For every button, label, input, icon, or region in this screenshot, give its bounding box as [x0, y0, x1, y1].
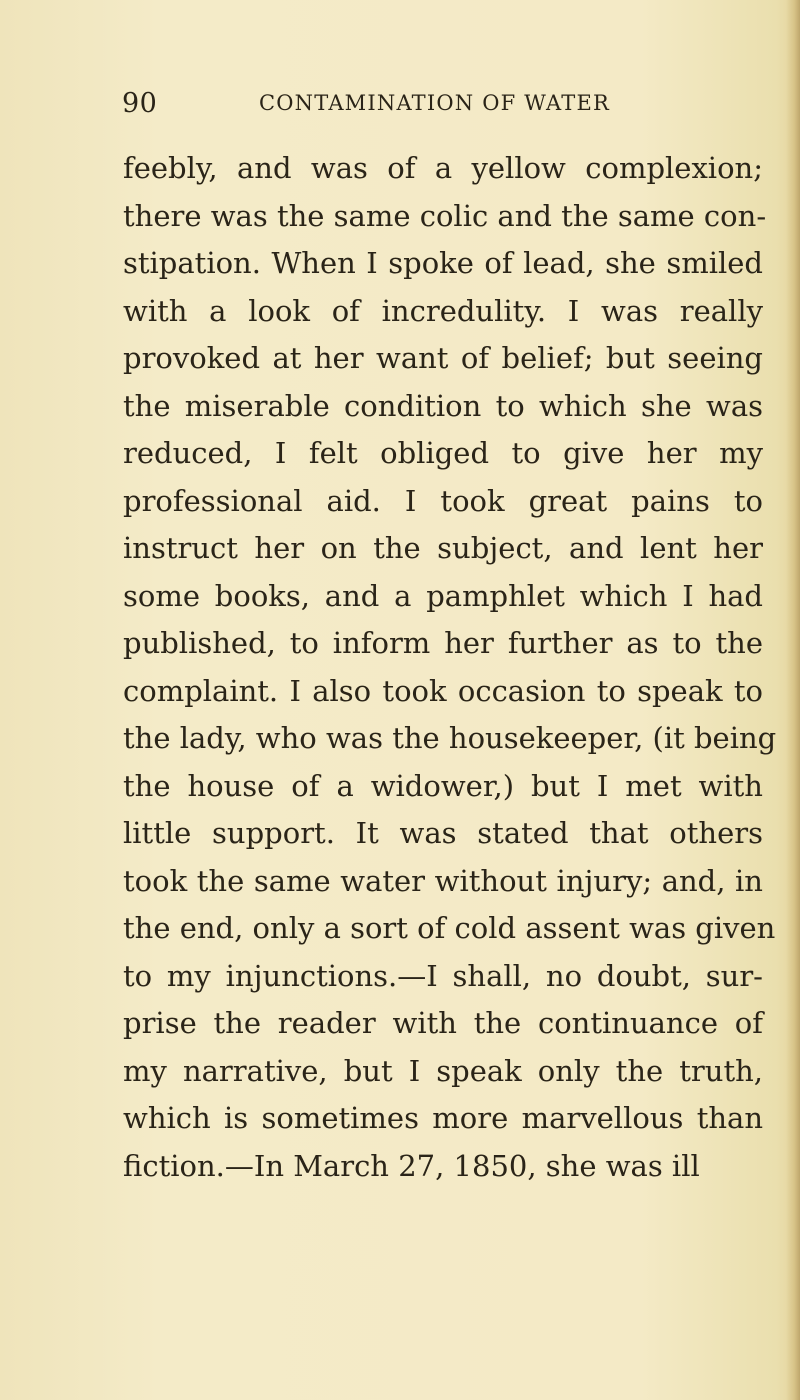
text-line: stipation. When I spoke of lead, she smiled — [123, 246, 763, 280]
text-line: instruct her on the subject, and lent her — [123, 531, 763, 565]
text-line: there was the same colic and the same con- — [123, 198, 767, 233]
text-line: reduced, I felt obliged to give her my — [123, 436, 763, 470]
text-line: provoked at her want of belief; but seeing — [123, 341, 763, 375]
text-line: published, to inform her further as to the — [123, 626, 763, 660]
text-line: to my injunctions.—I shall, no doubt, sur- — [123, 958, 763, 993]
page-header — [122, 88, 722, 128]
running-title: CONTAMINATION OF WATER — [259, 91, 611, 115]
text-line: my narrative, but I speak only the truth, — [123, 1053, 763, 1088]
page-number: 90 — [122, 88, 158, 119]
text-line: some books, and a pamphlet which I had — [123, 578, 763, 613]
text-line: the house of a widower,) but I met with — [123, 768, 763, 803]
text-line: the miserable condition to which she was — [123, 388, 763, 423]
body-text — [123, 145, 777, 1190]
text-line: complaint. I also took occasion to speak to — [123, 673, 763, 708]
text-line: with a look of incredulity. I was really — [123, 293, 763, 328]
page-edge-shadow — [786, 0, 800, 1400]
text-line: the end, only a sort of cold assent was given — [123, 911, 776, 945]
text-line: professional aid. I took great pains to — [123, 483, 763, 518]
text-line: took the same water without injury; and, in — [123, 863, 763, 898]
text-line: the lady, who was the housekeeper, (it being — [123, 721, 777, 755]
text-line: feebly, and was of a yellow complexion; — [123, 151, 763, 185]
text-line: fiction.—In March 27, 1850, she was ill — [123, 1148, 700, 1183]
text-line: which is sometimes more marvellous than — [123, 1101, 763, 1135]
text-line: prise the reader with the continuance of — [123, 1006, 763, 1040]
text-line: little support. It was stated that others — [123, 816, 763, 850]
